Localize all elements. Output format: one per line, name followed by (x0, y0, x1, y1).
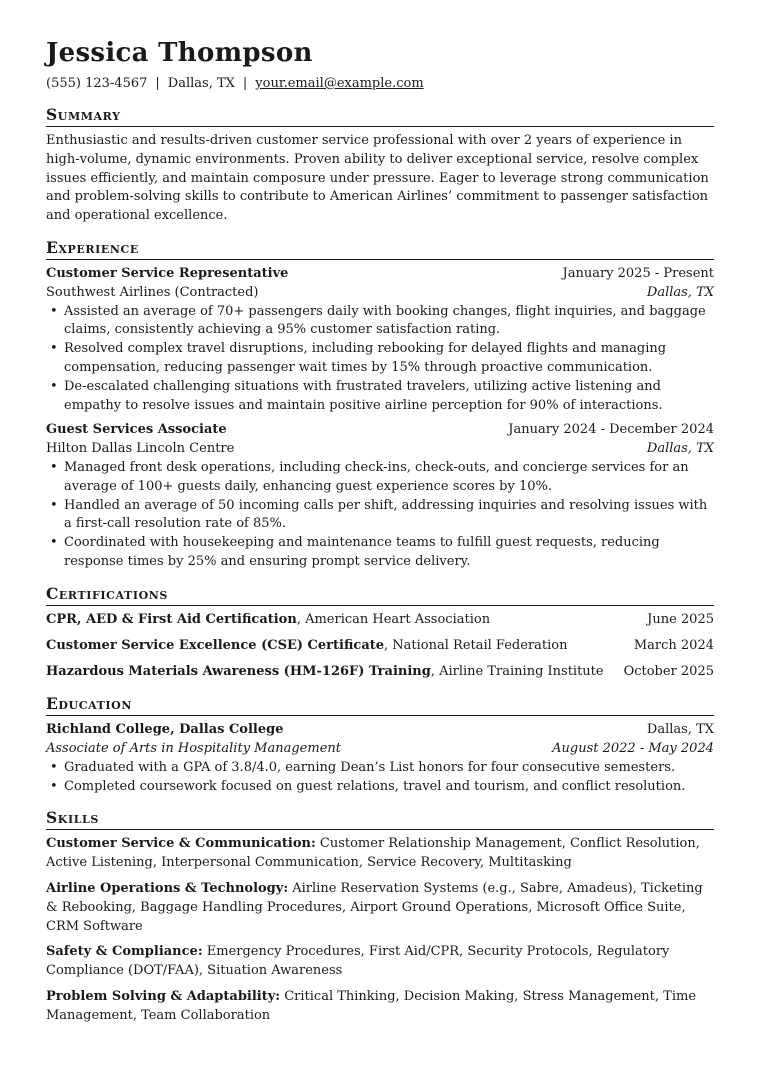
skill-group-label: Customer Service & Communication: (46, 836, 316, 852)
skill-group (46, 880, 714, 936)
location: Dallas, TX (167, 76, 235, 91)
job-role: Customer Service Representative (46, 265, 289, 281)
skill-group-items: Airline Reservation Systems (e.g., Sabre, Amadeus), Ticketing & Rebooking, Baggage Handling Procedures, Airport Ground Operations, Microsoft Office Suite, CRM Software (46, 880, 703, 934)
list-item: • Handled an average of 50 incoming calls per shift, addressing inquiries and resolving issues with a first-call resolution rate of 85%. (46, 497, 714, 535)
list-item: • Graduated with a GPA of 3.8/4.0, earning Dean’s List honors for four consecutive semesters. (46, 759, 714, 778)
certification-name: Customer Service Excellence (CSE) Certificate (46, 638, 385, 654)
list-item: • Coordinated with housekeeping and maintenance teams to fulfill guest requests, reducing response times by 25% and ensuring prompt service delivery. (46, 534, 714, 572)
section-title-education: Education (46, 694, 714, 716)
certification-issuer: , National Retail Federation (384, 638, 568, 654)
job-bullets (46, 303, 714, 416)
job-bullets (46, 459, 714, 572)
list-item: • Completed coursework focused on guest relations, travel and tourism, and conflict resolution. (46, 778, 714, 797)
email-link[interactable]: your.email@example.com (255, 76, 424, 91)
certification-row (46, 611, 714, 630)
skill-group (46, 988, 714, 1026)
certification-date: June 2025 (647, 611, 714, 627)
job-dates: January 2025 - Present (562, 265, 714, 281)
job-location: Dallas, TX (646, 441, 714, 457)
certification-date: March 2024 (633, 638, 714, 654)
education-dates: August 2022 - May 2024 (552, 740, 714, 756)
skill-group-items: Emergency Procedures, First Aid/CPR, Security Protocols, Regulatory Compliance (DOT/FAA), Situation Awareness (46, 944, 670, 979)
summary-text: Enthusiastic and results-driven customer service professional with over 2 years of experience in high-volume, dynamic environments. Proven ability to deliver exceptional service, resolve complex issues efficiently, and maintain composure under pressure. Eager to leverage strong communication and problem-solving skills to contribute to American Airlines’ commitment to passenger satisfaction and operational excellence. (46, 133, 709, 224)
education-bullets (46, 759, 714, 797)
job-role: Guest Services Associate (46, 422, 227, 438)
section-title-experience: Experience (46, 238, 714, 260)
certification-row (46, 637, 714, 656)
section-title-certifications: Certifications (46, 584, 714, 606)
candidate-name: Jessica Thompson (46, 38, 313, 68)
list-item: • De-escalated challenging situations with frustrated travelers, utilizing active listening and empathy to resolve issues and maintain positive airline perception for 90% of interactions. (46, 378, 714, 416)
skill-group-label: Airline Operations & Technology: (46, 880, 289, 896)
certification-name: Hazardous Materials Awareness (HM-126F) Training (46, 664, 431, 680)
job-company: Hilton Dallas Lincoln Centre (46, 441, 235, 457)
phone-number: (555) 123-4567 (46, 76, 148, 91)
skill-group-items: Customer Relationship Management, Conflict Resolution, Active Listening, Interpersonal Communication, Service Recovery, Multitasking (46, 836, 700, 871)
resume-page (46, 36, 714, 1032)
school-name: Richland College, Dallas College (46, 722, 284, 738)
section-title-summary: Summary (46, 105, 714, 127)
contact-line (46, 75, 714, 93)
certification-row (46, 663, 714, 682)
skill-group-items: Critical Thinking, Decision Making, Stress Management, Time Management, Team Collaboration (46, 988, 697, 1023)
skill-group (46, 943, 714, 981)
separator: | (242, 76, 248, 91)
skill-group (46, 835, 714, 873)
list-item: • Assisted an average of 70+ passengers daily with booking changes, flight inquiries, and baggage claims, consistently achieving a 95% customer satisfaction rating. (46, 303, 714, 341)
certification-date: October 2025 (623, 664, 714, 680)
job-entry (46, 265, 714, 415)
certification-name: CPR, AED & First Aid Certification (46, 611, 297, 627)
separator: | (155, 76, 160, 91)
job-dates: January 2024 - December 2024 (508, 422, 714, 438)
certification-issuer: , Airline Training Institute (430, 664, 604, 680)
list-item: • Managed front desk operations, including check-ins, check-outs, and concierge services for an average of 100+ guests daily, enhancing guest experience scores by 10%. (46, 459, 714, 497)
section-title-skills: Skills (46, 808, 714, 830)
job-company: Southwest Airlines (Contracted) (46, 284, 259, 300)
certification-issuer: , American Heart Association (296, 611, 491, 627)
school-location: Dallas, TX (646, 722, 714, 738)
degree-name: Associate of Arts in Hospitality Management (46, 740, 341, 756)
job-entry (46, 421, 714, 571)
list-item: • Resolved complex travel disruptions, including rebooking for delayed flights and managing compensation, reducing passenger wait times by 15% through proactive communication. (46, 340, 714, 378)
job-location: Dallas, TX (646, 284, 714, 300)
skill-group-label: Safety & Compliance: (46, 944, 203, 960)
skill-group-label: Problem Solving & Adaptability: (46, 988, 281, 1004)
